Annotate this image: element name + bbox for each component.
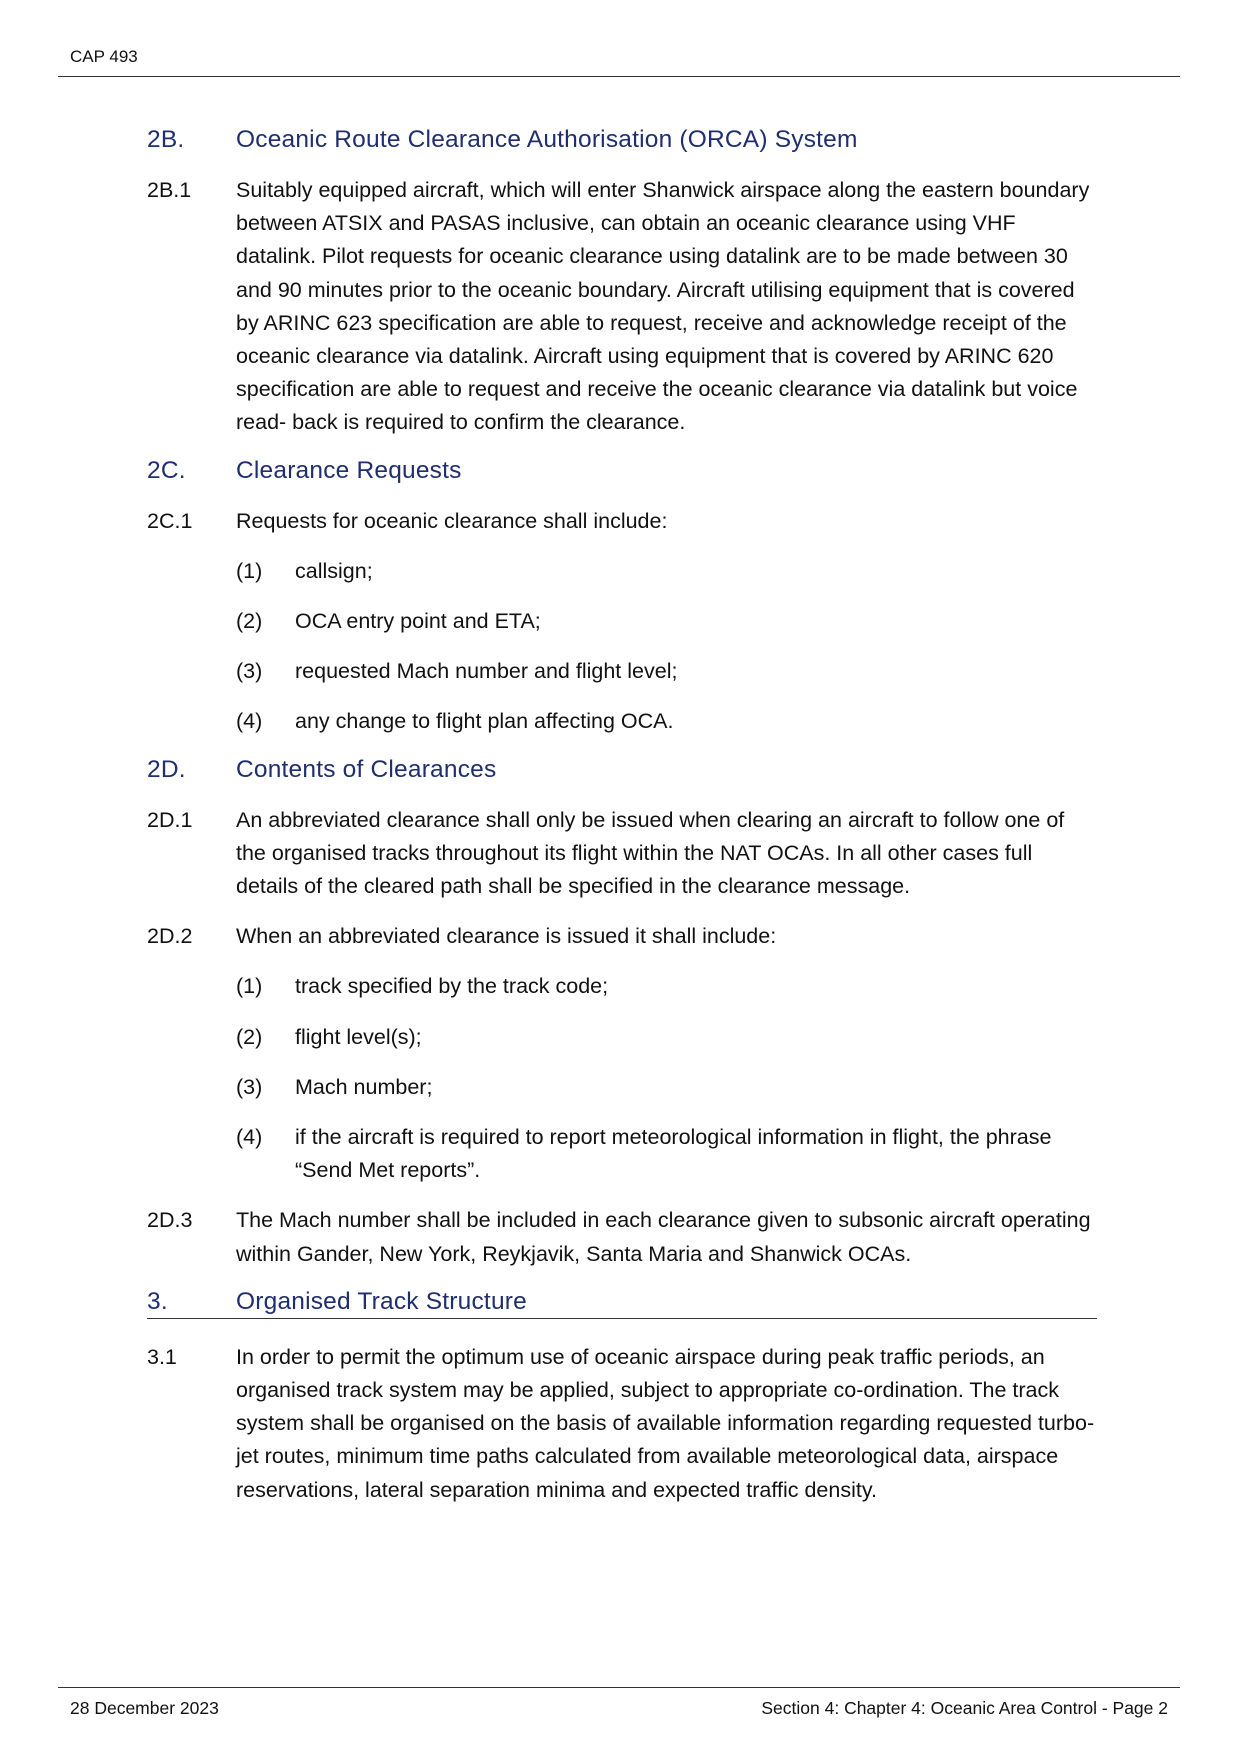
page-footer: [58, 1687, 1180, 1718]
list-item: [236, 555, 1097, 588]
paragraph-number: 2B.1: [147, 178, 192, 202]
paragraph-text: When an abbreviated clearance is issued it shall include:: [236, 924, 777, 949]
section-title: Organised Track Structure: [236, 1287, 527, 1315]
list-item: [236, 1071, 1097, 1104]
paragraph-number: 2C.1: [147, 508, 193, 533]
page-content: [147, 126, 1097, 1507]
section-number: 2C.: [147, 456, 186, 484]
paragraph-number: 2D.3: [147, 1208, 193, 1233]
section-title: Clearance Requests: [236, 456, 462, 484]
section-title: Oceanic Route Clearance Authorisation (ORCA) System: [236, 126, 858, 153]
paragraph-2c-1: [147, 505, 1097, 538]
paragraph-text: Requests for oceanic clearance shall include:: [236, 508, 668, 533]
list-item-text: if the aircraft is required to report meteorological information in flight, the phrase “Send Met reports”.: [295, 1125, 1052, 1183]
section-heading-3: [147, 1288, 1097, 1319]
list-item-text: flight level(s);: [295, 1024, 422, 1049]
list-item: [236, 1021, 1097, 1054]
list-item-text: callsign;: [295, 558, 373, 583]
list-item: [236, 1121, 1097, 1187]
list-item-number: (2): [236, 609, 263, 634]
paragraph-2d-2: [147, 920, 1097, 953]
list-item-text: any change to flight plan affecting OCA.: [295, 709, 674, 734]
list-item-text: OCA entry point and ETA;: [295, 609, 541, 634]
paragraph-number: 2D.1: [147, 807, 193, 832]
section-heading-2c: [147, 457, 1097, 493]
section-title: Contents of Clearances: [236, 755, 497, 783]
paragraph-2b-1: [147, 174, 1097, 440]
list-item-text: Mach number;: [295, 1074, 433, 1099]
section-number: 2D.: [147, 755, 186, 783]
footer-date: 28 December 2023: [70, 1698, 219, 1718]
list-item-number: (1): [236, 974, 263, 999]
section-heading-2b: [147, 126, 1097, 162]
paragraph-text: An abbreviated clearance shall only be issued when clearing an aircraft to follow one of the organised tracks throughout its flight within the NAT OCAs. In all other cases full details of the cleared path shall be specified in the clearance message.: [236, 807, 1065, 899]
list-item: [236, 605, 1097, 638]
paragraph-3-1: [147, 1341, 1097, 1507]
paragraph-number: 3.1: [147, 1344, 177, 1369]
list-item: [236, 655, 1097, 688]
paragraph-2d-3: [147, 1204, 1097, 1270]
list-item-text: requested Mach number and flight level;: [295, 659, 678, 684]
section-number: 3.: [147, 1287, 168, 1315]
section-number: 2B.: [147, 126, 185, 153]
list-item-number: (4): [236, 1125, 263, 1150]
page-header: [58, 0, 1180, 77]
section-heading-2d: [147, 756, 1097, 792]
list-item-text: track specified by the track code;: [295, 974, 609, 999]
paragraph-text: In order to permit the optimum use of oceanic airspace during peak traffic periods, an organised track system may be applied, subject to appropriate co-ordination. The track system shall be organised on the basis of available information regarding requested turbo-jet routes, minimum time paths calculated from available meteorological data, airspace reservations, lateral separation minima and expected traffic density.: [236, 1344, 1095, 1502]
footer-page-label: Section 4: Chapter 4: Oceanic Area Control - Page 2: [761, 1698, 1168, 1718]
paragraph-text: Suitably equipped aircraft, which will enter Shanwick airspace along the eastern boundary between ATSIX and PASAS inclusive, can obtain an oceanic clearance using VHF datalink. Pilot requests for oceanic clearance using datalink are to be made between 30 and 90 minutes prior to the oceanic boundary. Aircraft utilising equipment that is covered by ARINC 623 specification are able to request, receive and acknowledge receipt of the oceanic clearance via datalink. Aircraft using equipment that is covered by ARINC 620 specification are able to request and receive the oceanic clearance via datalink but voice read- back is required to confirm the clearance.: [236, 178, 1090, 435]
list-item-number: (1): [236, 558, 263, 583]
paragraph-text: The Mach number shall be included in each clearance given to subsonic aircraft operating within Gander, New York, Reykjavik, Santa Maria and Shanwick OCAs.: [236, 1208, 1091, 1266]
document-reference: CAP 493: [70, 47, 138, 66]
paragraph-number: 2D.2: [147, 924, 193, 949]
list-item-number: (4): [236, 709, 263, 734]
list-item: [236, 705, 1097, 738]
list-item: [236, 970, 1097, 1003]
list-item-number: (3): [236, 1074, 263, 1099]
paragraph-2d-1: [147, 804, 1097, 904]
list-item-number: (3): [236, 659, 263, 684]
list-item-number: (2): [236, 1024, 263, 1049]
